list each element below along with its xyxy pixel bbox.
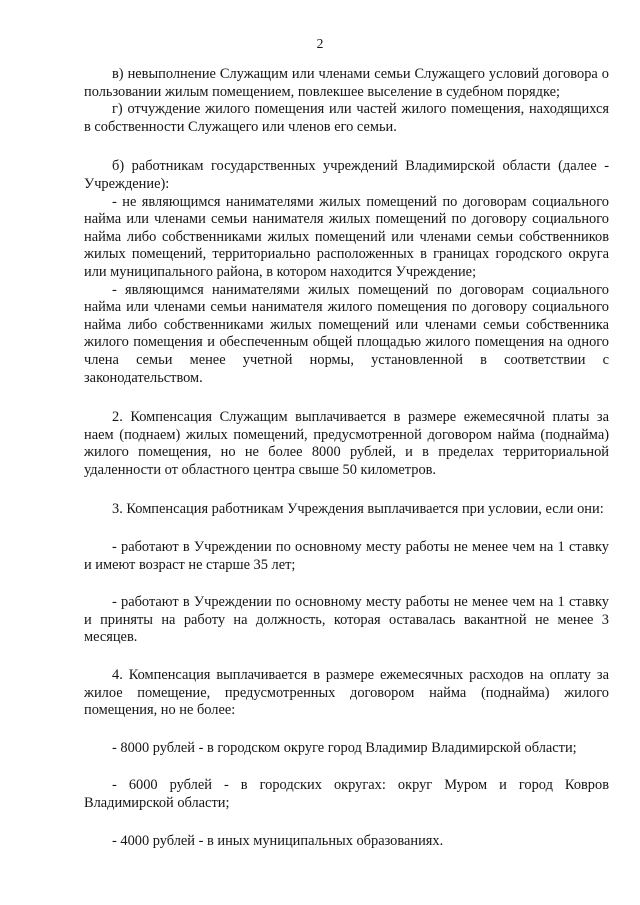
paragraph-2-compensation-servants: 2. Компенсация Служащим выплачивается в размере ежемесячной платы за наем (поднаем) жилых помещений, предусмотренной договором найма (поднайма) жилого помещения, но не более 8000 рублей, и в пределах территориальной удаленности от областного центра свыше 50 километров. <box>84 409 609 478</box>
page-number: 2 <box>316 36 324 51</box>
paragraph-g-alienation: г) отчуждение жилого помещения или частей жилого помещения, находящихся в собственности Служащего или членов его семьи. <box>84 101 609 135</box>
paragraph-condition-vacancy: - работают в Учреждении по основному месту работы не менее чем на 1 ставку и приняты на работу на должность, которая оставалась вакантной не менее 3 месяцев. <box>84 594 609 646</box>
paragraph-condition-age: - работают в Учреждении по основному месту работы не менее чем на 1 ставку и имеют возраст не старше 35 лет; <box>84 539 609 573</box>
paragraph-amount-other: - 4000 рублей - в иных муниципальных образованиях. <box>112 832 444 849</box>
paragraph-amount-vladimir: - 8000 рублей - в городском округе город Владимир Владимирской области; <box>112 739 577 756</box>
paragraph-v-nonfulfillment: в) невыполнение Служащим или членами семьи Служащего условий договора о пользовании жилым помещением, повлекшее выселение в судебном порядке; <box>84 66 609 100</box>
paragraph-3-compensation-workers: 3. Компенсация работникам Учреждения выплачивается при условии, если они: <box>112 501 604 518</box>
paragraph-4-compensation-amount: 4. Компенсация выплачивается в размере ежемесячных расходов на оплату за жилое помещение, предусмотренных договором найма (поднайма) жилого помещения, но не более: <box>84 667 609 719</box>
paragraph-not-tenants: - не являющимся нанимателями жилых помещений по договорам социального найма или членами семьи нанимателя жилых помещений по договору социального найма либо собственниками жилых помещений или членами семьи собственников жилых помещений, территориально расположенных в границах городского округа или муниципального района, в котором находится Учреждение; <box>84 193 609 280</box>
paragraph-amount-murom-kovrov: - 6000 рублей - в городских округах: округ Муром и город Ковров Владимирской области; <box>84 777 609 811</box>
paragraph-b-employees: б) работникам государственных учреждений Владимирской области (далее - Учреждение): <box>84 158 609 192</box>
paragraph-tenants-below-norm: - являющимся нанимателями жилых помещений по договорам социального найма или членами семьи нанимателя жилого помещения по договору социального найма либо собственниками жилых помещений или членами семьи собственника жилого помещения и обеспеченным общей площадью жилого помещения на одного члена семьи менее учетной нормы, установленной в соответствии с законодательством. <box>84 281 609 386</box>
document-body <box>84 66 609 850</box>
